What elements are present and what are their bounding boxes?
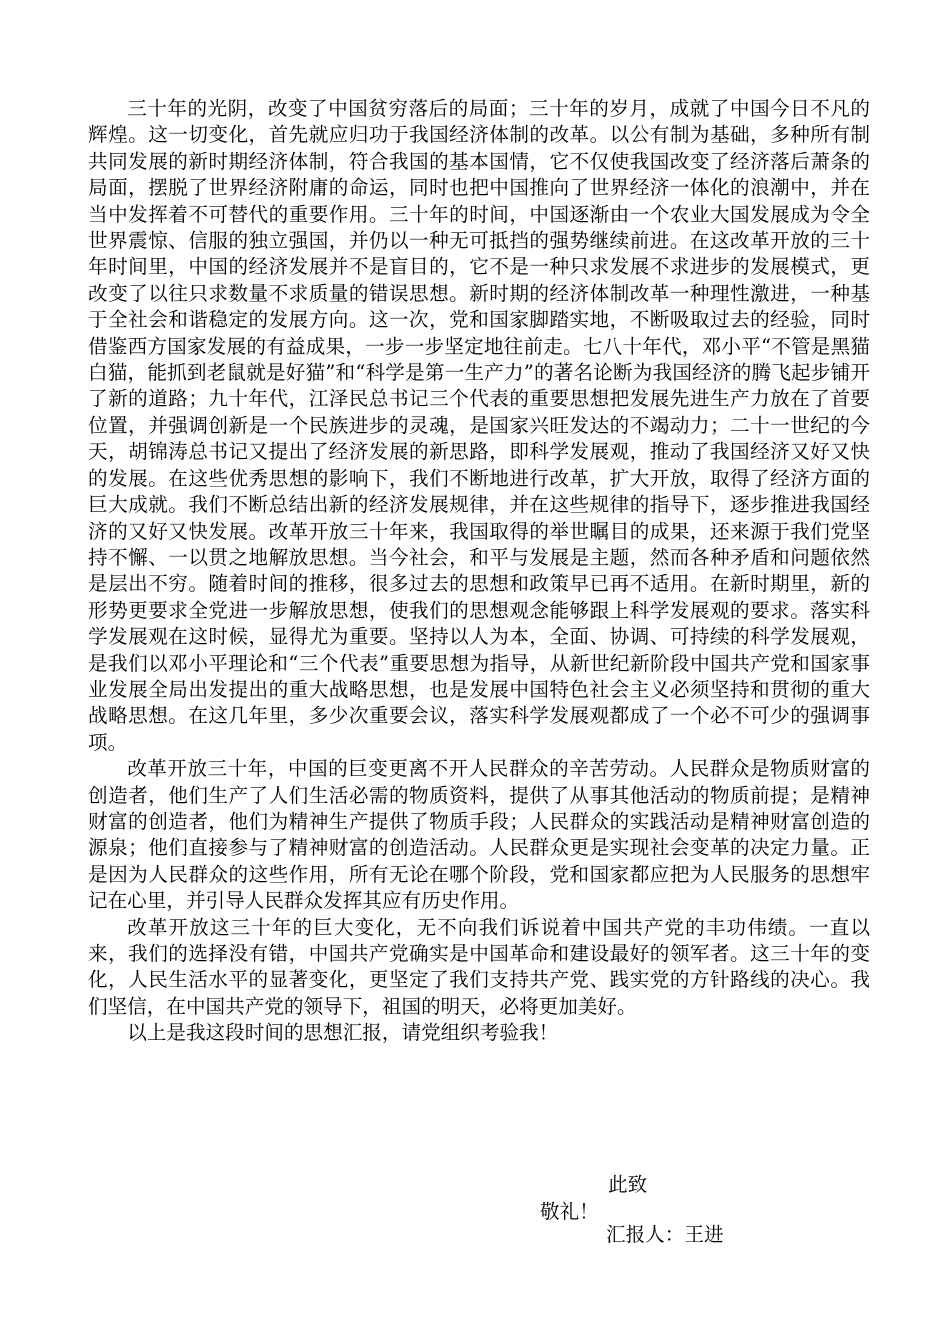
closing-salutation: 此致 [608,1173,648,1196]
paragraph-economic-reform: 三十年的光阴，改变了中国贫穷落后的局面；三十年的岁月，成就了中国今日不凡的辉煌。这一切变化，首先就应归功于我国经济体制的改革。以公有制为基础，多种所有制共同发展的新时期经济体制，符合我国的基本国情，它不仅使我国改变了经济落后萧条的局面，摆脱了世界经济附庸的命运，同时也把中国推向了世界经济一体化的浪潮中，并在当中发挥着不可替代的重要作用。三十年的时间，中国逐渐由一个农业大国发展成为令全世界震惊、信服的独立强国，并仍以一种无可抵挡的强势继续前进。在这改革开放的三十年时间里，中国的经济发展并不是盲目的，它不是一种只求发展不求进步的发展模式，更改变了以往只求数量不求质量的错误思想。新时期的经济体制改革一种理性激进，一种基于全社会和谐稳定的发展方向。这一次，党和国家脚踏实地，不断吸取过去的经验，同时借鉴西方国家发展的有益成果，一步一步坚定地往前走。七八十年代，邓小平“不管是黑猫白猫，能抓到老鼠就是好猫”和“科学是第一生产力”的著名论断为我国经济的腾飞起步铺开了新的道路；九十年代，江泽民总书记三个代表的重要思想把发展先进生产力放在了首要位置，并强调创新是一个民族进步的灵魂，是国家兴旺发达的不竭动力；二十一世纪的今天，胡锦涛总书记又提出了经济发展的新思路，即科学发展观，推动了我国经济又好又快的发展。在这些优秀思想的影响下，我们不断地进行改革，扩大开放，取得了经济方面的巨大成就。我们不断总结出新的经济发展规律，并在这些规律的指导下，逐步推进我国经济的又好又快发展。改革开放三十年来，我国取得的举世瞩目的成果，还来源于我们党坚持不懈、一以贯之地解放思想。当今社会，和平与发展是主题，然而各种矛盾和问题依然是层出不穷。随着时间的推移，很多过去的思想和政策早已再不适用。在新时期里，新的形势更要求全党进一步解放思想，使我们的思想观念能够跟上科学发展观的要求。落实科学发展观在这时候，显得尤为重要。坚持以人为本，全面、协调、可持续的科学发展观，是我们以邓小平理论和“三个代表”重要思想为指导，从新世纪新阶段中国共产党和国家事业发展全局出发提出的重大战略思想，也是发展中国特色社会主义必须坚持和贯彻的重大战略思想。在这几年里，多少次重要会议，落实科学发展观都成了一个必不可少的强调事项。 [88,97,870,754]
paragraph-party-leadership: 改革开放这三十年的巨大变化，无不向我们诉说着中国共产党的丰功伟绩。一直以来，我们的选择没有错，中国共产党确实是中国革命和建设最好的领军者。这三十年的变化，人民生活水平的显著变化，更坚定了我们支持共产党、践实党的方针路线的决心。我们坚信，在中国共产党的领导下，祖国的明天，必将更加美好。 [88,915,870,1018]
paragraph-people-masses: 改革开放三十年，中国的巨变更离不开人民群众的辛苦劳动。人民群众是物质财富的创造者，他们生产了人们生活必需的物质资料，提供了从事其他活动的物质前提；是精神财富的创造者，他们为精神生产提供了物质手段；人民群众的实践活动是精神财富创造的源泉；他们直接参与了精神财富的创造活动。人民群众更是实现社会变革的决定力量。正是因为人民群众的这些作用，所有无论在哪个阶段，党和国家都应把为人民服务的思想牢记在心里，并引导人民群众发挥其应有历史作用。 [88,757,870,913]
document-body [88,96,870,1047]
signature-line: 汇报人：王进 [606,1223,724,1246]
closing-respect: 敬礼！ [540,1200,599,1223]
paragraph-report-ending: 以上是我这段时间的思想汇报，请党组织考验我！ [127,1021,559,1045]
